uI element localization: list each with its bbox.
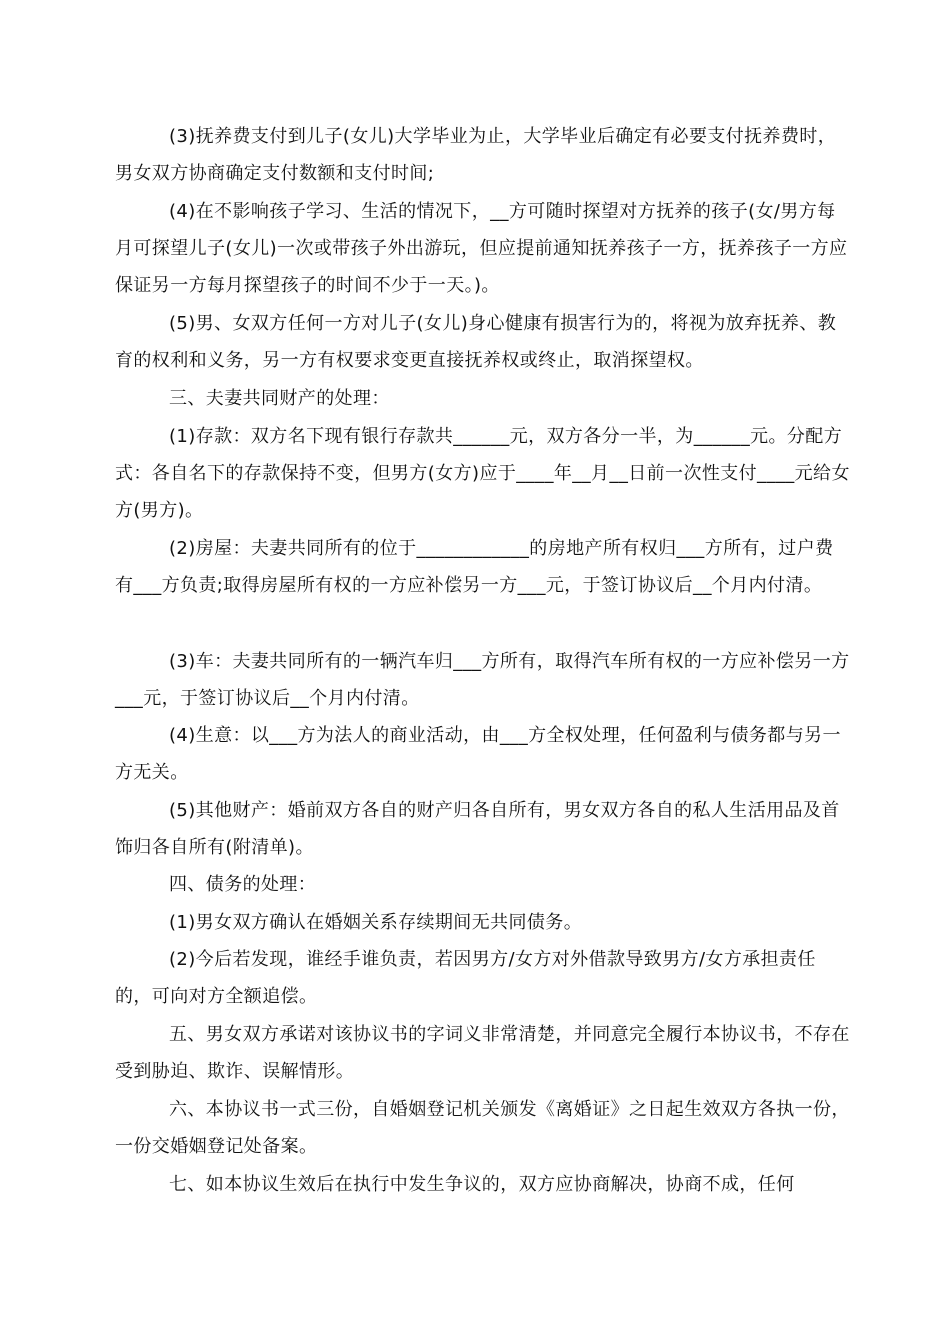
paragraph-copies: 六、本协议书一式三份，自婚姻登记机关颁发《离婚证》之日起生效双方各执一份，一份交婚姻登记处备案。 <box>115 1099 850 1157</box>
paragraph-commitment: 五、男女双方承诺对该协议书的字词义非常清楚，并同意完全履行本协议书，不存在受到胁迫、欺诈、误解情形。 <box>115 1024 850 1082</box>
paragraph-house: (2)房屋：夫妻共同所有的位于____________的房地产所有权归___方所有，过户费有___方负责;取得房屋所有权的一方应补偿另一方___元，于签订协议后__个月内付清。 <box>115 538 834 596</box>
paragraph-savings: (1)存款：双方名下现有银行存款共______元，双方各分一半，为______元。分配方式：各自名下的存款保持不变，但男方(女方)应于____年__月__日前一次性支付____元给女方(男方)。 <box>115 426 850 521</box>
paragraph-other-property: (5)其他财产：婚前双方各自的财产归各自所有，男女双方各自的私人生活用品及首饰归各自所有(附清单)。 <box>115 800 840 858</box>
paragraph-car: (3)车：夫妻共同所有的一辆汽车归___方所有，取得汽车所有权的一方应补偿另一方___元，于签订协议后__个月内付清。 <box>115 651 850 709</box>
paragraph-dispute: 七、如本协议生效后在执行中发生争议的，双方应协商解决，协商不成，任何 <box>169 1174 795 1195</box>
paragraph-no-joint-debt: (1)男女双方确认在婚姻关系存续期间无共同债务。 <box>169 912 583 933</box>
paragraph-visitation-rights: (4)在不影响孩子学习、生活的情况下，__方可随时探望对方抚养的孩子(女/男方每月可探望儿子(女儿)一次或带孩子外出游玩，但应提前通知抚养孩子一方，抚养孩子一方应保证另一方每月探望孩子的时间不少于一天。)。 <box>115 201 848 296</box>
heading-debts: 四、债务的处理： <box>169 874 317 895</box>
paragraph-business: (4)生意：以___方为法人的商业活动，由___方全权处理，任何盈利与债务都与另一方无关。 <box>115 725 841 783</box>
paragraph-future-debt: (2)今后若发现，谁经手谁负责，若因男方/女方对外借款导致男方/女方承担责任的，可向对方全额追偿。 <box>115 949 816 1007</box>
paragraph-harm-forfeiture: (5)男、女双方任何一方对儿子(女儿)身心健康有损害行为的，将视为放弃抚养、教育的权利和义务，另一方有权要求变更直接抚养权或终止，取消探望权。 <box>115 313 837 371</box>
paragraph-child-support-duration: (3)抚养费支付到儿子(女儿)大学毕业为止，大学毕业后确定有必要支付抚养费时，男女双方协商确定支付数额和支付时间; <box>115 126 837 184</box>
heading-joint-property: 三、夫妻共同财产的处理： <box>169 388 390 409</box>
